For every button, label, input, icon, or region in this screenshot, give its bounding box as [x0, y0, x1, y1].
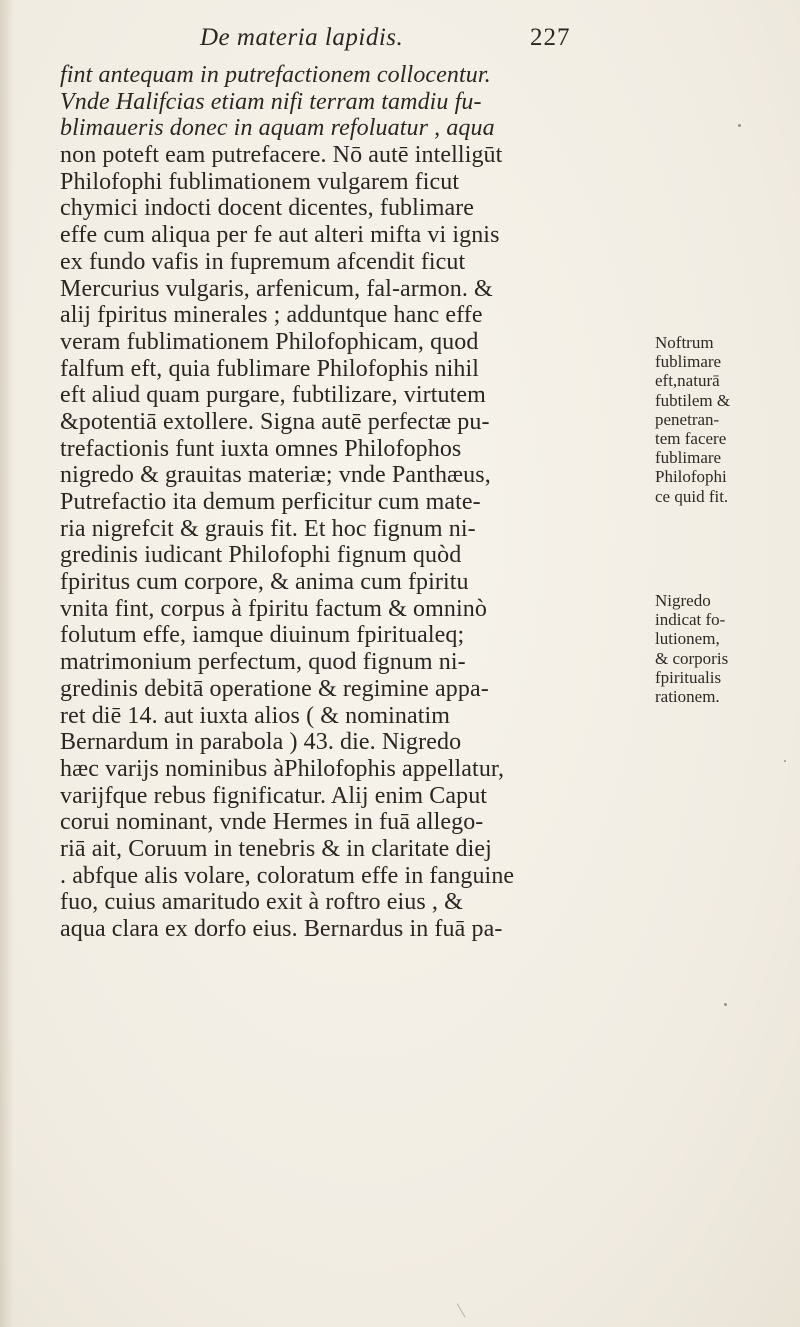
text-line: gredinis debitā operatione & regimine appa- [60, 675, 489, 702]
text-line: . abfque alis volare, coloratum effe in fanguine [60, 862, 515, 889]
text-line: folutum effe, iamque diuinum fpiritualeq; [60, 622, 465, 649]
text-line: ret diē 14. aut iuxta alios ( & nominatim [60, 702, 451, 729]
text-line: nigredo & grauitas materiæ; vnde Panthæus, [60, 462, 491, 489]
text-line: aqua clara ex dorfo eius. Bernardus in fuā pa- [60, 916, 503, 942]
text-line: falfum eft, quia fublimare Philofophis nihil [60, 355, 479, 382]
text-line: hæc varijs nominibus àPhilofophis appellatur, [60, 755, 505, 782]
running-head: De materia lapidis. [200, 24, 404, 51]
margin-note-nigredo [655, 591, 795, 706]
text-line: varijfque rebus fignificatur. Alij enim Caput [60, 782, 488, 809]
margin-note-line: & corporis [655, 648, 729, 668]
text-line: fpiritus cum corpore, & anima cum fpiritu [60, 569, 469, 596]
margin-note-sublimation [655, 333, 795, 506]
text-line: gredinis iudicant Philofophi fignum quòd [60, 542, 462, 569]
page-header [60, 18, 710, 58]
text-line: fuo, cuius amaritudo exit à roftro eius , & [60, 889, 463, 916]
text-line: vnita fint, corpus à fpiritu factum & omninò [60, 595, 487, 622]
text-line: Vnde Halifcias etiam nifi terram tamdiu fu- [60, 88, 482, 115]
gutter-shadow [0, 0, 14, 1327]
text-line: Bernardum in parabola ) 43. die. Nigredo [60, 729, 462, 756]
paper-speck [738, 124, 741, 127]
margin-note-line: Philofophi [655, 467, 727, 487]
text-line: &potentiā extollere. Signa autē perfectæ pu- [60, 408, 490, 435]
page-number: 227 [530, 24, 571, 51]
text-line: alij fpiritus minerales ; adduntque hanc effe [60, 302, 483, 329]
text-line: Philofophi fublimationem vulgarem ficut [60, 168, 460, 195]
margin-note-line: fublimare [655, 448, 722, 468]
text-line: ria nigrefcit & grauis fit. Et hoc fignum ni- [60, 515, 476, 542]
margin-note-line: penetran- [655, 409, 720, 429]
text-line: Putrefactio ita demum perficitur cum mate- [60, 489, 481, 515]
text-line: blimaueris donec in aquam refoluatur , aqua [60, 115, 495, 142]
margin-note-line: ce quid fit. [655, 486, 729, 506]
text-line: corui nominant, vnde Hermes in fuā allego- [60, 809, 484, 836]
text-line: effe cum aliqua per fe aut alteri mifta vi ignis [60, 222, 500, 249]
text-line: eft aliud quam purgare, fubtilizare, virtutem [60, 382, 486, 409]
margin-note-line: fublimare [655, 352, 722, 372]
text-line: fint antequam in putrefactionem collocentur. [60, 62, 491, 88]
margin-note-line: lutionem, [655, 629, 720, 649]
text-line: riā ait, Coruum in tenebris & in claritate diej [60, 835, 492, 862]
margin-note-line: indicat fo- [655, 610, 726, 630]
text-line: trefactionis funt iuxta omnes Philofophos [60, 435, 462, 462]
margin-note-line: Nigredo [655, 591, 711, 610]
margin-note-line: Noftrum [655, 333, 714, 352]
margin-note-line: rationem. [655, 686, 720, 706]
margin-note-line: fpiritualis [655, 667, 722, 687]
margin-note-line: tem facere [655, 428, 727, 448]
margin-note-line: fubtilem & [655, 390, 731, 410]
text-line: chymici indocti docent dicentes, fublimare [60, 195, 475, 222]
text-line: veram fublimationem Philofophicam, quod [60, 328, 479, 355]
pencil-mark [457, 1298, 475, 1317]
main-text-block [60, 62, 720, 943]
paper-speck [784, 760, 786, 762]
margin-note-line: eft,naturā [655, 371, 720, 391]
paper-speck [724, 1003, 727, 1006]
text-line: non poteft eam putrefacere. Nō autē intelligūt [60, 142, 503, 169]
text-line: matrimonium perfectum, quod fignum ni- [60, 649, 466, 676]
text-line: Mercurius vulgaris, arfenicum, fal-armon. & [60, 275, 493, 302]
text-line: ex fundo vafis in fupremum afcendit ficut [60, 248, 466, 275]
